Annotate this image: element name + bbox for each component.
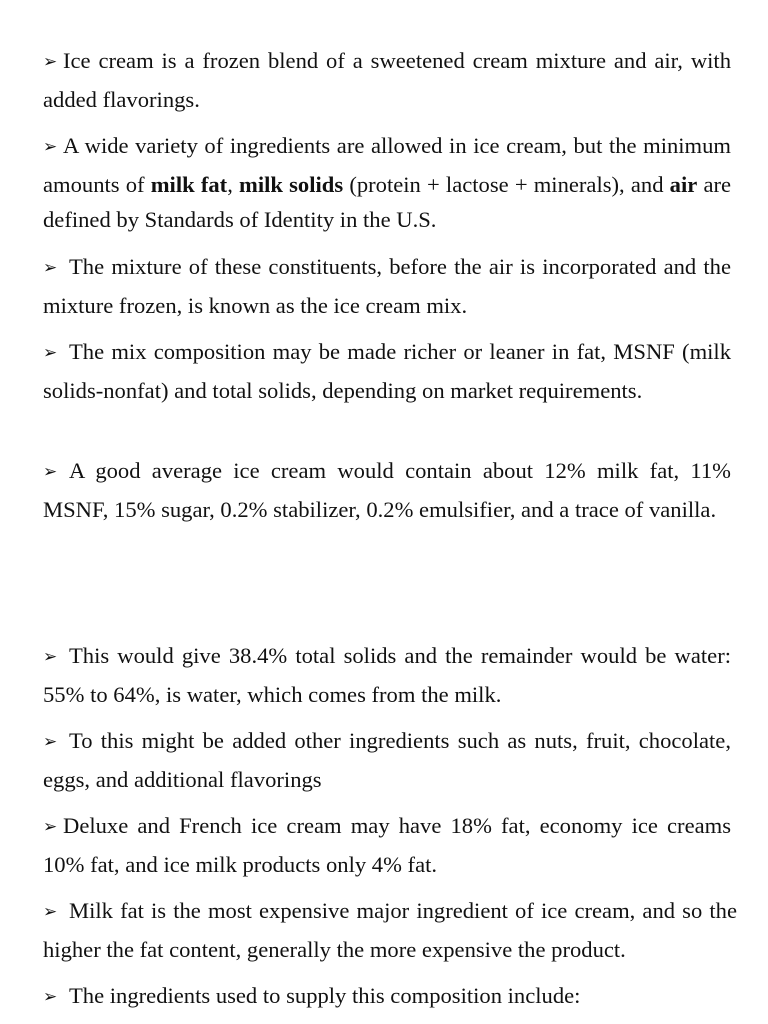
arrow-bullet-icon: ➢ xyxy=(43,137,58,157)
arrow-bullet-icon: ➢ xyxy=(43,902,58,922)
paragraph-ingredients-standards xyxy=(43,128,731,238)
paragraph-average-composition xyxy=(43,453,731,527)
paragraph-other-ingredients xyxy=(43,723,731,797)
paragraph-fat-levels xyxy=(43,808,731,882)
arrow-bullet-icon: ➢ xyxy=(43,817,58,837)
paragraph-text: The mixture of these constituents, before the air is incorporated and the mixture frozen, is known as the ice cream mix. xyxy=(43,254,731,318)
arrow-bullet-icon: ➢ xyxy=(43,52,58,72)
arrow-bullet-icon: ➢ xyxy=(43,732,58,752)
arrow-bullet-icon: ➢ xyxy=(43,462,58,482)
paragraph-text: Milk fat is the most expensive major ingredient of ice cream, and so the higher the fat content, generally the more expensive the product. xyxy=(43,898,737,962)
paragraph-text: are defined by Standards of Identity in the U.S. xyxy=(43,171,732,232)
paragraph-text: To this might be added other ingredients such as nuts, fruit, chocolate, eggs, and additional flavorings xyxy=(43,728,731,792)
paragraph-total-solids xyxy=(43,638,731,712)
paragraph-text: The mix composition may be made richer or leaner in fat, MSNF (milk solids-nonfat) and total solids, depending on market requirements. xyxy=(43,339,731,403)
paragraph-ice-cream-definition xyxy=(43,43,731,117)
arrow-bullet-icon: ➢ xyxy=(43,647,58,667)
paragraph-text: Deluxe and French ice cream may have 18% fat, economy ice creams 10% fat, and ice milk products only 4% fat. xyxy=(43,813,731,877)
paragraph-text: The ingredients used to supply this composition include: xyxy=(69,983,581,1008)
arrow-bullet-icon: ➢ xyxy=(43,987,58,1007)
paragraph-text: This would give 38.4% total solids and the remainder would be water: 55% to 64%, is water, which comes from the milk. xyxy=(43,643,731,707)
term-milk-fat: milk fat xyxy=(150,171,228,197)
term-air: air xyxy=(669,171,698,197)
paragraph-mix-composition xyxy=(43,334,731,408)
arrow-bullet-icon: ➢ xyxy=(43,258,58,278)
paragraph-text: (protein + lactose + minerals), and xyxy=(343,171,670,197)
arrow-bullet-icon: ➢ xyxy=(43,343,58,363)
paragraph-text: A good average ice cream would contain about 12% milk fat, 11% MSNF, 15% sugar, 0.2% stabilizer, 0.2% emulsifier, and a trace of vanilla. xyxy=(43,458,731,522)
paragraph-ingredients-list-intro xyxy=(43,978,731,1017)
paragraph-milk-fat-cost xyxy=(43,893,737,967)
paragraph-text: , xyxy=(227,171,240,197)
paragraph-text: Ice cream is a frozen blend of a sweetened cream mixture and air, with added flavorings. xyxy=(43,48,731,112)
paragraph-text: A wide variety of ingredients are allowed in ice cream, but the minimum amounts of xyxy=(43,133,731,197)
term-milk-solids: milk solids xyxy=(239,171,344,197)
paragraph-ice-cream-mix xyxy=(43,249,731,323)
